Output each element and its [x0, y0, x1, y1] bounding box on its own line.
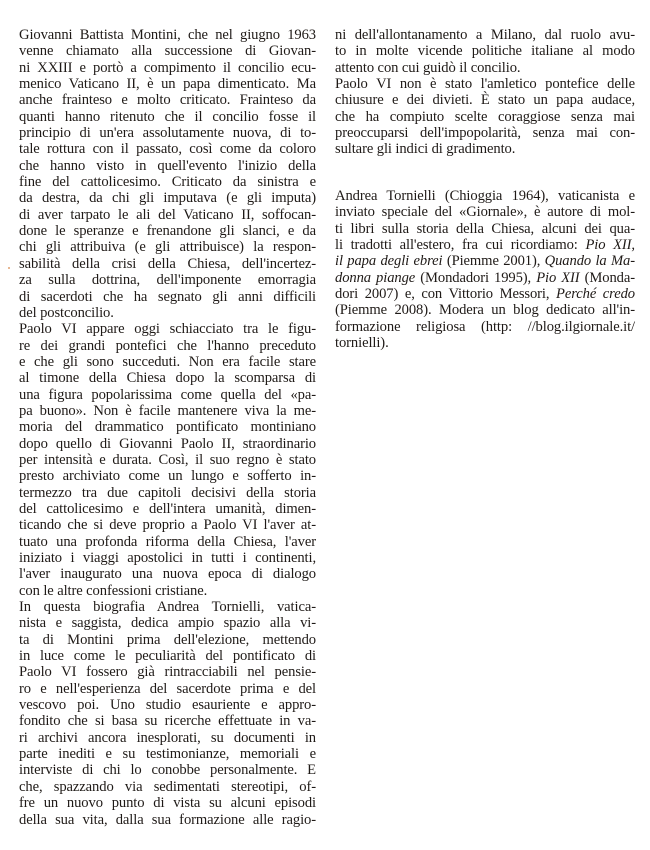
right-column-text [335, 27, 635, 158]
bio-line [335, 286, 635, 302]
text-line: termezzo tra due capitoli decisivi della storia [19, 484, 316, 501]
text-line: che, spazzando via sedimentati stereotipi, of- [19, 778, 316, 795]
text-line: preoccuparsi dell'impopolarità, senza mai con- [335, 125, 635, 142]
text-line: ta di Montini prima dell'elezione, mettendo [19, 631, 316, 648]
bio-line [335, 188, 635, 204]
text-line: del cattolicesimo e dell'intera umanità, dimen- [19, 500, 316, 517]
text-line: anche frainteso e molto criticato. Frainteso da [19, 92, 316, 109]
text-line: al timone della Chiesa dopo la scomparsa di [19, 370, 316, 387]
text-line: Giovanni Battista Montini, che nel giugno 1963 [19, 27, 316, 43]
bio-line [335, 335, 635, 351]
text-line: per intensità e durata. Così, il suo regno è stato [19, 451, 316, 468]
bio-text: dori 2007) e, con Vittorio Messori, [335, 286, 557, 303]
book-title: Pio XII [536, 269, 580, 286]
text-line: iniziato i viaggi apostolici in tutti i continenti, [19, 550, 316, 566]
text-line: chiusure e dei divieti. È stato un papa audace, [335, 92, 635, 109]
text-line: fondito che si basa su ricerche effettuate in va- [19, 713, 316, 730]
text-line: principio di un'era assolutamente nuova, di to- [19, 125, 316, 142]
bio-text: ti libri sulla storia della Chiesa, alcuni dei qua- [335, 220, 635, 237]
text-line: moria del drammatico pontificato montiniano [19, 419, 316, 436]
bio-text: (Mondadori 1995), [415, 269, 537, 286]
bio-text: tornielli). [335, 335, 389, 352]
text-line: del postconcilio. [19, 304, 114, 321]
text-line: che ha compiuto scelte coraggiose senza mai [335, 108, 635, 125]
book-title: donna piange [335, 269, 416, 286]
text-line: sabilità della crisi della Chiesa, dell'incertez- [19, 255, 316, 272]
text-line: fre un nuovo punto di vista su alcuni episodi [19, 795, 316, 812]
text-line: della sua vita, dalla sua formazione alle ragio- [19, 811, 316, 828]
text-line: Paolo VI fossero già rintracciabili nel pensie- [19, 664, 316, 681]
text-line: presto archiviato come un lungo e sofferto in- [19, 468, 316, 485]
scan-artifact-dot [8, 267, 10, 269]
bio-text: (Monda- [579, 269, 635, 286]
book-title: Perché credo [556, 286, 635, 303]
left-column-text [19, 27, 316, 828]
text-line: venne chiamato alla successione di Giovan- [19, 43, 316, 60]
text-line: interviste di chi lo conobbe personalmente. E [19, 762, 316, 779]
bio-text: li tradotti all'estero, fra cui ricordiamo: [335, 237, 586, 254]
text-line: che hanno visto in quell'evento l'inizio della [19, 157, 316, 174]
text-line: ticando che si deve proprio a Paolo VI l'aver at- [19, 517, 316, 534]
text-line: parte inediti e su testimonianze, memoriali e [19, 746, 316, 763]
book-title: Pio XII, [585, 237, 635, 254]
text-line: In questa biografia Andrea Tornielli, vatica- [19, 599, 316, 616]
bio-line [335, 221, 635, 237]
author-bio [335, 188, 635, 351]
text-line: ri archivi ancora inesplorati, su documenti in [19, 729, 316, 746]
bio-line [335, 204, 635, 220]
text-line: done le speranze e frenandone gli slanci, e da [19, 223, 316, 240]
text-line: e che gli sono succeduti. Non era facile stare [19, 353, 316, 370]
text-line: dopo quello di Giovanni Paolo II, straordinario [19, 435, 316, 452]
bio-text: Andrea Tornielli (Chioggia 1964), vaticanista e [335, 188, 635, 204]
text-line: da destra, da chi gli imputava (e gli imputa) [19, 190, 316, 207]
text-line: Paolo VI non è stato l'amletico pontefice delle [335, 76, 635, 93]
bio-line [335, 302, 635, 318]
text-line: tale rottura con il passato, così come da coloro [19, 141, 316, 158]
text-line: vescovo poi. Uno studio esauriente e appro- [19, 697, 316, 714]
bio-text: (Piemme 2008). Modera un blog dedicato all'in- [335, 302, 635, 319]
book-title: Quando la Ma- [544, 253, 636, 270]
text-line: con le altre confessioni cristiane. [19, 582, 208, 599]
bio-line [335, 319, 635, 335]
text-line: ni dell'allontanamento a Milano, dal ruolo avu- [335, 27, 635, 43]
book-title: il papa degli ebrei [335, 253, 443, 270]
text-line: l'aver inaugurato una nuova epoca di dialogo [19, 566, 316, 583]
text-line: ni XXIII e portò a compimento il concilio ecu- [19, 59, 316, 76]
bio-line [335, 270, 635, 286]
text-line: di aver tarpato le ali del Vaticano II, soffocan- [19, 206, 316, 223]
text-line: di sacerdoti che ha segnato gli anni difficili [19, 288, 316, 305]
bio-line [335, 253, 635, 269]
bio-text: (Piemme 2001), [442, 253, 545, 270]
text-line: in luce come le peculiarità del pontificato di [19, 648, 316, 665]
text-line: ro e nell'esperienza del sacerdote prima e del [19, 680, 316, 697]
text-line: re dei grandi pontefici che l'hanno preceduto [19, 337, 316, 354]
bio-line [335, 237, 635, 253]
text-line: attento con cui guidò il concilio. [335, 59, 521, 76]
text-line: menico Vaticano II, è un papa dimenticato. Ma [19, 76, 316, 93]
bio-text: formazione religiosa (http: //blog.ilgiornale.it/ [335, 318, 635, 335]
text-line: sultare gli indici di gradimento. [335, 141, 516, 158]
text-line: quanti hanno ritenuto che il concilio fosse il [19, 108, 316, 125]
text-line: fine del cattolicesimo. Criticato da sinistra e [19, 174, 316, 191]
text-line: tuato una profonda riforma della Chiesa, l'aver [19, 533, 316, 550]
text-line: Paolo VI appare oggi schiacciato tra le figu- [19, 321, 316, 338]
text-line: pa buono». Non è facile mantenere viva la me- [19, 402, 316, 419]
text-line: nista e saggista, dedica ampio spazio alla vi- [19, 615, 316, 632]
text-line: za sulla dottrina, dell'imponente emorragia [19, 272, 316, 289]
text-line: chi gli attribuiva (e gli attribuisce) la respon- [19, 239, 316, 256]
bio-text: inviato speciale del «Giornale», è autore di mol- [335, 204, 635, 221]
text-line: to in molte vicende politiche italiane al modo [335, 43, 635, 60]
text-line: una figura popolarissima come quella del «pa- [19, 386, 316, 403]
